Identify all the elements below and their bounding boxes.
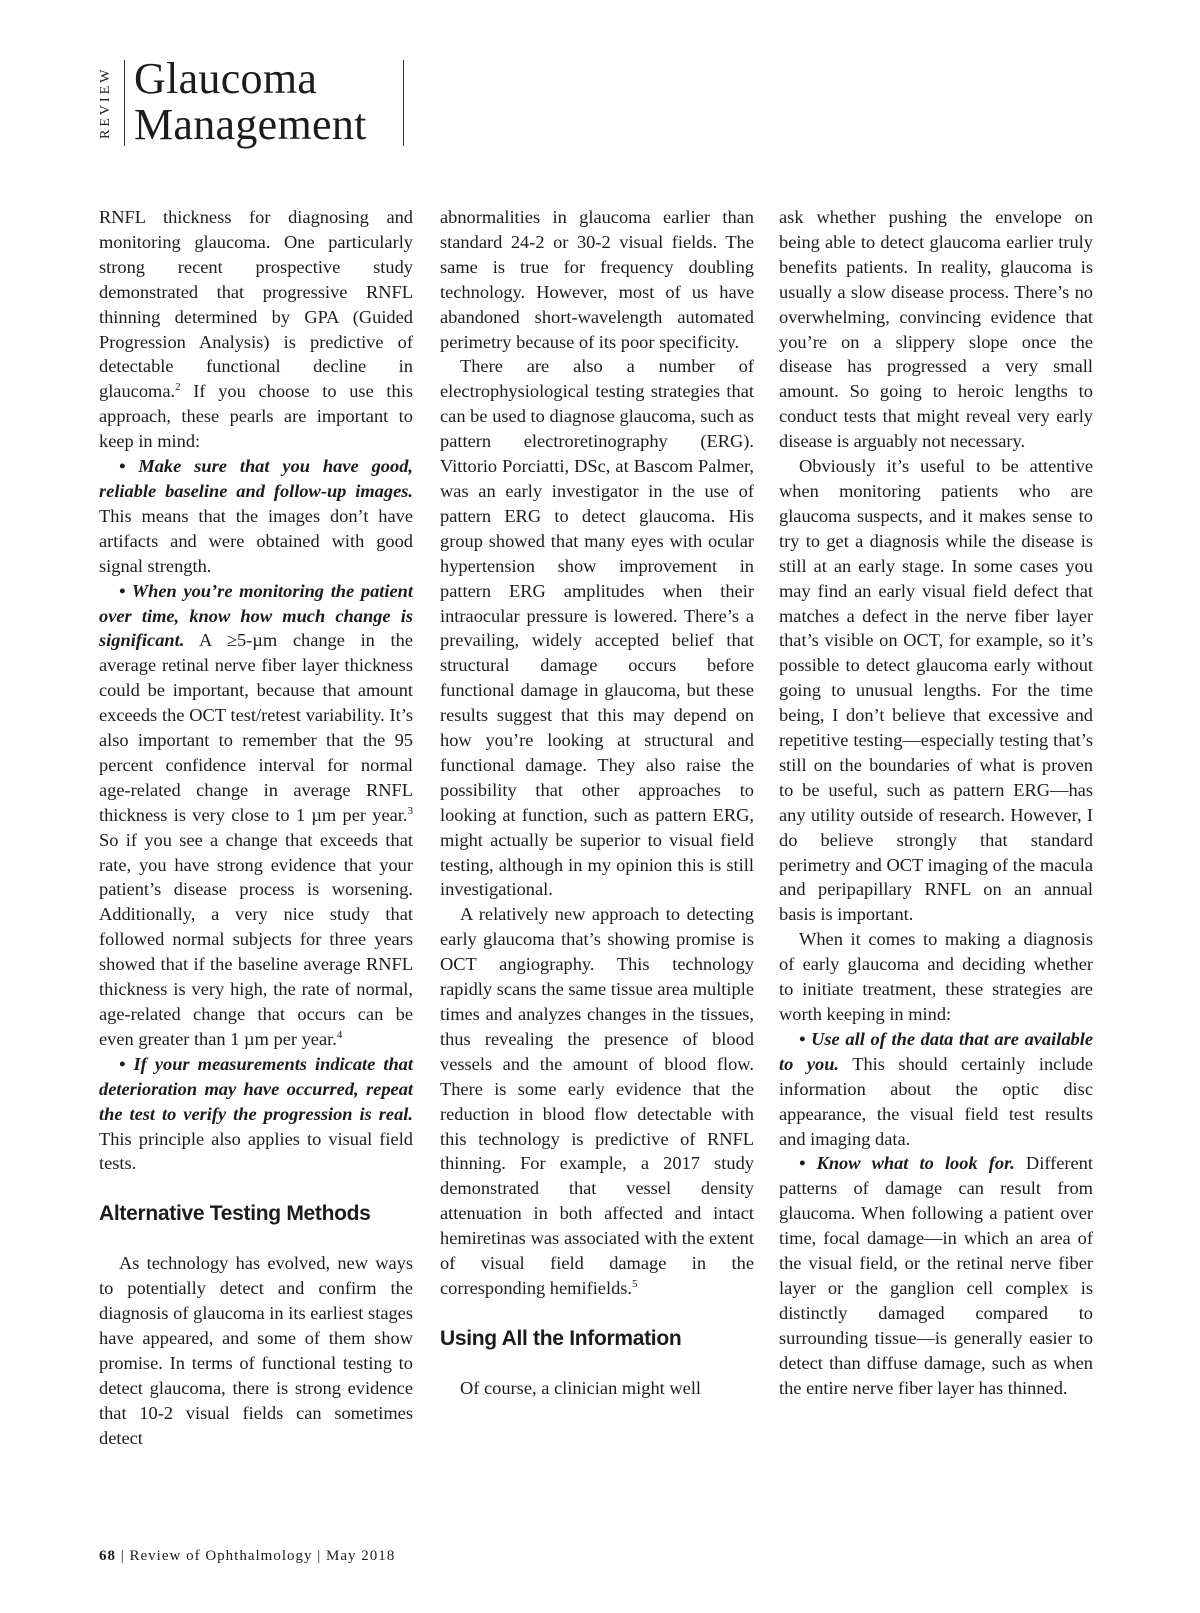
reference-marker: 3 [407, 804, 413, 817]
paragraph: When it comes to making a diagnosis of early glaucoma and deciding whether to initiate treatment, these strategies are worth keeping in mind: [779, 929, 1093, 1024]
section-heading: Alternative Testing Methods [99, 1202, 371, 1226]
bullet-lead: • If your measurements indicate that deterioration may have occurred, repeat the test to verify the progression is real. [99, 1053, 413, 1124]
column-1 [99, 205, 413, 1451]
text-run: If you choose to use this approach, these pearls are important to keep in mind: [99, 381, 413, 452]
bullet-lead: • When you’re monitoring the patient over time, know how much change is significant. [99, 580, 413, 651]
text-run: RNFL thickness for diagnosing and monitoring glaucoma. One particularly strong recent prospective study demonstrated that progressive RNFL thinning determined by GPA (Guided Progression Analysis) is predictive of detectable functional decline in glaucoma. [99, 207, 413, 402]
masthead-rule-right [403, 60, 404, 146]
text-run: A ≥5-µm change in the average retinal nerve fiber layer thickness could be important, because that amount exceeds the OCT test/retest variability. It’s also important to remember that the 95 percent confidence interval for normal age-related change in average RNFL thickness is very close to 1 µm per year. [99, 630, 413, 825]
footer-separator: | [317, 1548, 322, 1564]
bullet-lead: • Make sure that you have good, reliable baseline and follow-up images. [99, 456, 413, 501]
reference-marker: 4 [336, 1028, 343, 1041]
bullet-paragraph [99, 1052, 413, 1177]
column-3 [779, 205, 1093, 1401]
bullet-paragraph [99, 454, 413, 579]
reference-marker: 5 [632, 1277, 638, 1290]
page-footer [99, 1548, 395, 1565]
column-2 [440, 205, 754, 1401]
paragraph: abnormalities in glaucoma earlier than standard 24-2 or 30-2 visual fields. The same is true for frequency doubling technology. However, most of us have abandoned short-wavelength automated perimetry because of its poor specificity. [440, 207, 754, 352]
text-run: So if you see a change that exceeds that rate, you have strong evidence that your patient’s disease process is worsening. Additionally, a very nice study that followed normal subjects for three years showed that if the baseline average RNFL thickness is very high, the rate of normal, age-related change that occurs can be even greater than 1 µm per year. [99, 829, 413, 1049]
bullet-lead: • Use all of the data that are available to you. [779, 1028, 1093, 1074]
text-run: A relatively new approach to detecting early glaucoma that’s showing promise is OCT angiography. This technology rapidly scans the same tissue area multiple times and analyzes changes in the tissues, thus revealing the presence of blood vessels and the amount of blood flow. There is some early evidence that the reduction in blood flow detectable with this technology is predictive of RNFL thinning. For example, a 2017 study demonstrated that vessel density attenuation in both affected and intact hemiretinas was associated with the extent of visual field damage in the corresponding hemifields. [440, 904, 754, 1298]
section-heading: Using All the Information [440, 1326, 682, 1350]
paragraph [440, 902, 754, 1301]
paragraph: As technology has evolved, new ways to potentially detect and confirm the diagnosis of glaucoma in its earliest stages have appeared, and some of them show promise. In terms of functional testing to detect glaucoma, there is strong evidence that 10-2 visual fields can sometimes detect [99, 1253, 413, 1448]
paragraph: Of course, a clinician might well [460, 1377, 702, 1398]
title-line-2: Management [134, 100, 367, 149]
paragraph: There are also a number of electrophysiological testing strategies that can be used to diagnose glaucoma, such as pattern electroretinography (ERG). Vittorio Porciatti, DSc, at Bascom Palmer, was an early investigator in the use of pattern ERG to detect glaucoma. His group showed that many eyes with ocular hypertension show improvement in pattern ERG amplitudes when their intraocular pressure is lowered. There’s a prevailing, widely accepted belief that structural damage occurs before functional damage in glaucoma, but these results suggest that this may depend on how you’re looking at structural and functional damage. They also raise the possibility that other approaches to looking at function, such as pattern ERG, might actually be superior to visual field testing, although in my opinion this is still investigational. [440, 356, 754, 900]
text-run: This should certainly include information about the optic disc appearance, the visual field test results and imaging data. [779, 1053, 1093, 1149]
page-title [134, 56, 367, 148]
text-run: This principle also applies to visual field tests. [99, 1128, 413, 1174]
text-run: Different patterns of damage can result from glaucoma. When following a patient over time, focal damage—in which an area of the visual field, or the retinal nerve fiber layer or the ganglion cell complex is distinctly damaged compared to surrounding tissue—is generally easier to detect than diffuse damage, such as when the entire nerve fiber layer has thinned. [779, 1153, 1093, 1398]
bullet-paragraph [779, 1151, 1093, 1400]
masthead-rule-left [124, 60, 125, 146]
bullet-paragraph [779, 1027, 1093, 1152]
bullet-paragraph [99, 579, 413, 1052]
paragraph [99, 205, 413, 454]
title-line-1: Glaucoma [134, 54, 318, 103]
publication-name: Review of Ophthalmology [129, 1548, 313, 1564]
paragraph: Obviously it’s useful to be attentive when monitoring patients who are glaucoma suspects, and it makes sense to try to get a diagnosis while the disease is still at an early stage. In some cases you may find an early visual field defect that matches a defect in the nerve fiber layer that’s visible on OCT, for example, so it’s possible to detect glaucoma early without going to unusual lengths. For the time being, I don’t believe that excessive and repetitive testing—especially testing that’s still on the boundaries of what is proven to be useful, such as pattern ERG—has any utility outside of research. However, I do believe strongly that standard perimetry and OCT imaging of the macula and peripapillary RNFL on an annual basis is important. [779, 456, 1093, 925]
issue-date: May 2018 [326, 1548, 396, 1564]
paragraph: ask whether pushing the envelope on being able to detect glaucoma earlier truly benefits patients. In reality, glaucoma is usually a slow disease process. There’s no overwhelming, convincing evidence that you’re on a slippery slope once the disease has progressed a very small amount. So going to heroic lengths to conduct tests that might reveal very early disease is arguably not necessary. [779, 207, 1093, 452]
bullet-lead: • Know what to look for. [799, 1153, 1015, 1174]
section-label: REVIEW [98, 66, 113, 140]
page-number: 68 [99, 1548, 116, 1564]
text-run: This means that the images don’t have artifacts and were obtained with good signal strength. [99, 505, 413, 576]
footer-separator: | [120, 1548, 125, 1564]
reference-marker: 2 [175, 381, 181, 394]
